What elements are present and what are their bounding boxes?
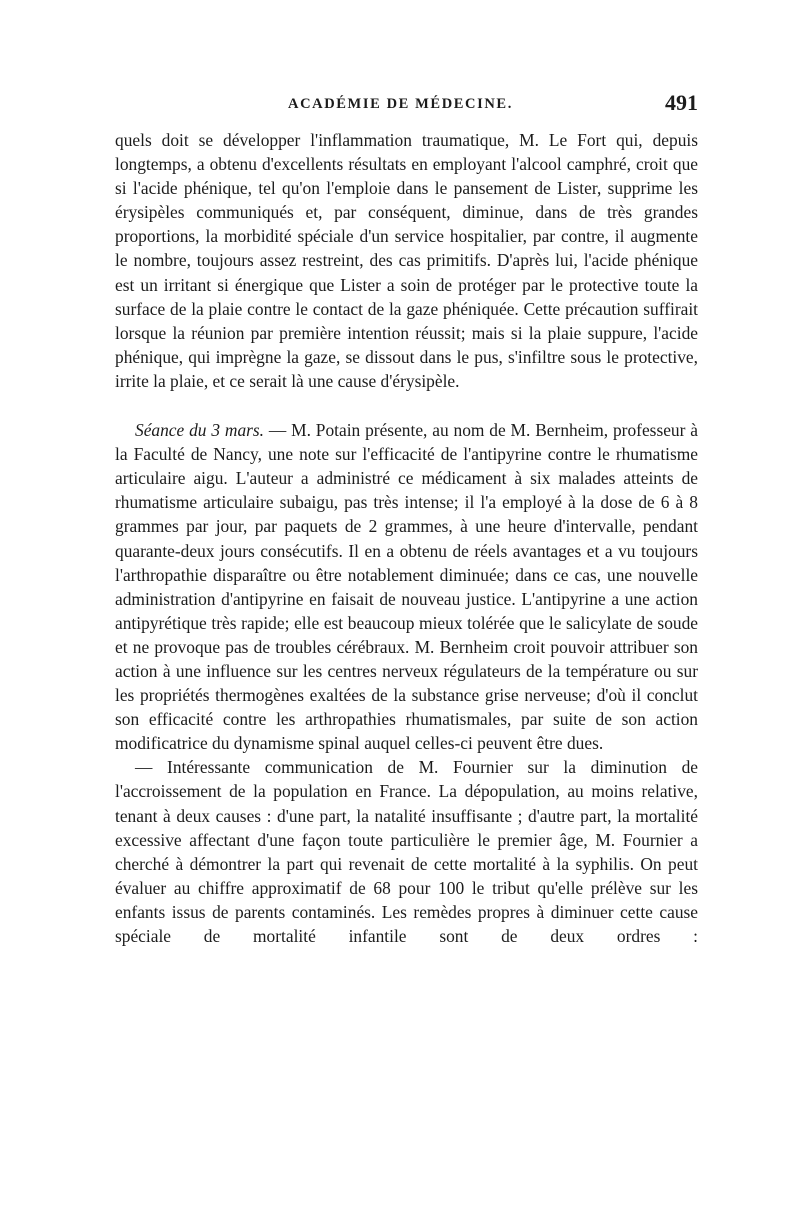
running-title: ACADÉMIE DE MÉDECINE. [288,96,513,112]
page-number: 491 [665,90,698,115]
running-head [115,92,698,122]
paragraph-seance-3-mars [115,418,698,755]
paragraph-lister-dressing [115,128,698,393]
paragraph-text: — M. Potain présente, au nom de M. Bernheim, professeur à la Faculté de Nancy, une note sur l'efficacité de l'antipyrine contre le rhumatisme articulaire aigu. L'auteur a administré ce médicament à six malades atteints de rhumatisme articulaire subaigu, pas très intense; il l'a employé à la dose de 6 à 8 grammes par jour, par paquets de 2 grammes, à une heure d'intervalle, pendant quarante-deux jours consécutifs. Il en a obtenu de réels avantages et a vu toujours l'arthropathie disparaître ou être notablement diminuée; dans ce cas, une nouvelle administration d'antipyrine en faisait de nouveau justice. L'antipyrine a une action antipyrétique très rapide; elle est beaucoup mieux tolérée que le salicylate de soude et ne provoque pas de troubles cérébraux. M. Bernheim croit pouvoir attribuer son action à une influence sur les centres nerveux régulateurs de la température ou sur les propriétés thermogènes exaltées de la substance grise nerveuse; d'où il conclut son efficacité contre les arthropathies rhumatismales, par suite de son action modificatrice du dynamisme spinal auquel celles-ci peuvent être dues. [115,420,698,754]
paragraph-text: quels doit se développer l'inflammation traumatique, M. Le Fort qui, depuis longtemps, a obtenu d'excellents résultats en employant l'alcool camphré, croit que si l'acide phénique, tel qu'on l'emploie dans le pansement de Lister, supprime les érysipèles communiqués et, par conséquent, diminue, dans de très grandes proportions, la morbidité spéciale d'un service hospitalier, par contre, il augmente le nombre, toujours assez restreint, des cas primitifs. D'après lui, l'acide phénique est un irritant si énergique que Lister a soin de protéger par le protective toute la surface de la plaie contre le contact de la gaze phéniquée. Cette précaution suffirait lorsque la réunion par première intention réussit; mais si la plaie suppure, l'acide phénique, qui imprègne la gaze, se dissout dans le pus, s'infiltre sous le protective, irrite la plaie, et ce serait là une cause d'érysipèle. [115,130,698,391]
session-label: Séance du 3 mars. [135,420,265,441]
paragraph-text: — Intéressante communication de M. Fournier sur la diminution de l'accroissement de la population en France. La dépopulation, au moins relative, tenant à deux causes : d'une part, la natalité insuffisante ; d'autre part, la mortalité excessive affectant d'une façon toute particulière le premier âge, M. Fournier a cherché à démontrer la part qui revenait de cette mortalité à la syphilis. On peut évaluer au chiffre approximatif de 68 pour 100 le tribut qu'elle prélève sur les enfants issus de parents contaminés. Les remèdes propres à diminuer cette cause spéciale de mortalité infantile sont de deux ordres : [115,757,698,946]
section-gap [115,393,698,418]
book-page [115,92,698,948]
paragraph-fournier-depopulation [115,755,698,948]
